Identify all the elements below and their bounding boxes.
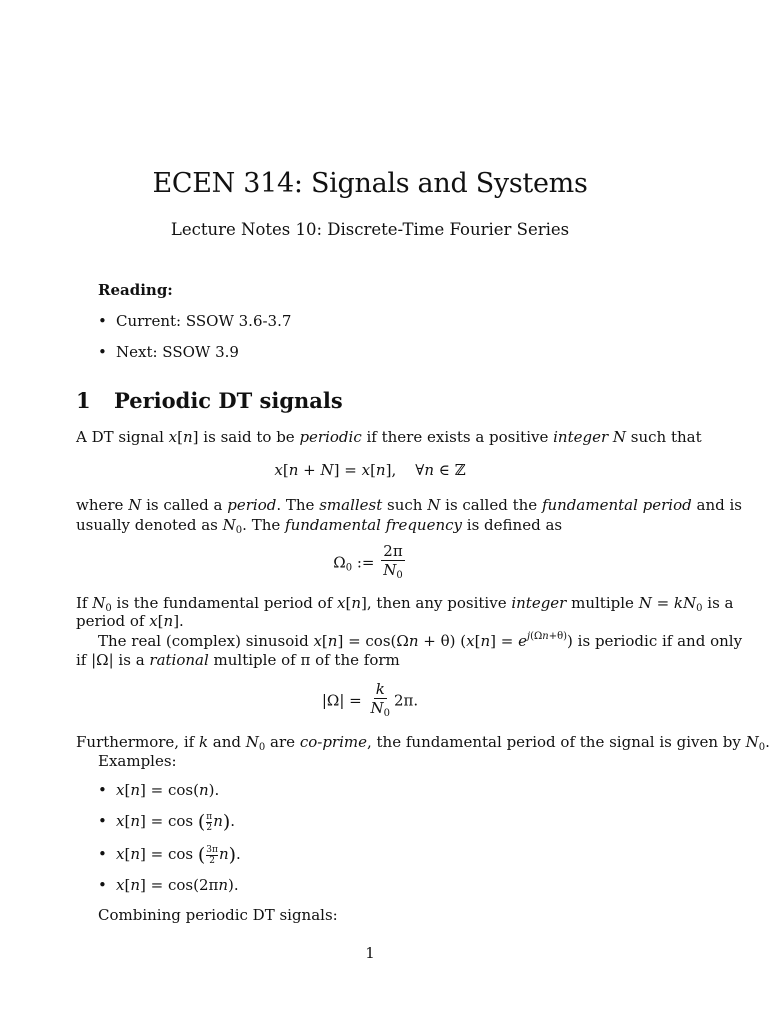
paragraph-period: where N is called a period. The smallest such N is called the fundamental period and is bbox=[76, 496, 742, 514]
example-item-4: • x[n] = cos(2πn). bbox=[98, 876, 239, 894]
equation-periodicity: x[n + N] = x[n], ∀n ∈ ℤ bbox=[274, 461, 466, 479]
reading-item-next: • Next: SSOW 3.9 bbox=[98, 343, 239, 361]
document-subtitle: Lecture Notes 10: Discrete-Time Fourier Series bbox=[170, 220, 570, 239]
equation-rational-frequency: |Ω| = $\frac{k}{N_0}$ 2π. bbox=[321, 680, 419, 719]
reading-heading: Reading: bbox=[98, 281, 173, 299]
example-item-3: • x[n] = cos ( $\frac{3\pi}{2}$ n). bbox=[98, 844, 241, 866]
page-number: 1 bbox=[365, 944, 375, 962]
paragraph-rational: if |Ω| is a rational multiple of π of the form bbox=[76, 651, 400, 669]
document-title: ECEN 314: Signals and Systems bbox=[152, 168, 588, 199]
reading-item-current: • Current: SSOW 3.6-3.7 bbox=[98, 312, 292, 330]
equation-fundamental-frequency: $\Omega_0$ := $\frac{2\pi}{N_0}$ bbox=[333, 542, 403, 581]
section-heading: 1 Periodic DT signals bbox=[76, 388, 343, 413]
paragraph-multiple: If $N_0$ is the fundamental period of x[n], then any positive integer multiple $N = kN_0$ is a bbox=[76, 594, 734, 614]
paragraph-sinusoid: The real (complex) sinusoid x[n] = cos(Ωn + θ) $(x[n] = e^{j(\Omega n+\theta)})$ is periodic if and only bbox=[98, 631, 743, 650]
example-item-1: • x[n] = cos(n). bbox=[98, 781, 220, 799]
examples-label: Examples: bbox=[98, 752, 177, 770]
paragraph-combining: Combining periodic DT signals: bbox=[98, 906, 338, 924]
paragraph-multiple-cont: period of x[n]. bbox=[76, 612, 184, 630]
paragraph-definition: A DT signal x[n] is said to be periodic if there exists a positive integer N such that bbox=[76, 428, 702, 446]
example-item-2: • x[n] = cos ( $\frac{\pi}{2}$ n). bbox=[98, 811, 236, 833]
paragraph-coprime: Furthermore, if k and $N_0$ are co-prime, the fundamental period of the signal is given by $N_0$. bbox=[76, 733, 770, 753]
paragraph-period-cont: usually denoted as $N_0$. The fundamental frequency is defined as bbox=[76, 516, 563, 536]
